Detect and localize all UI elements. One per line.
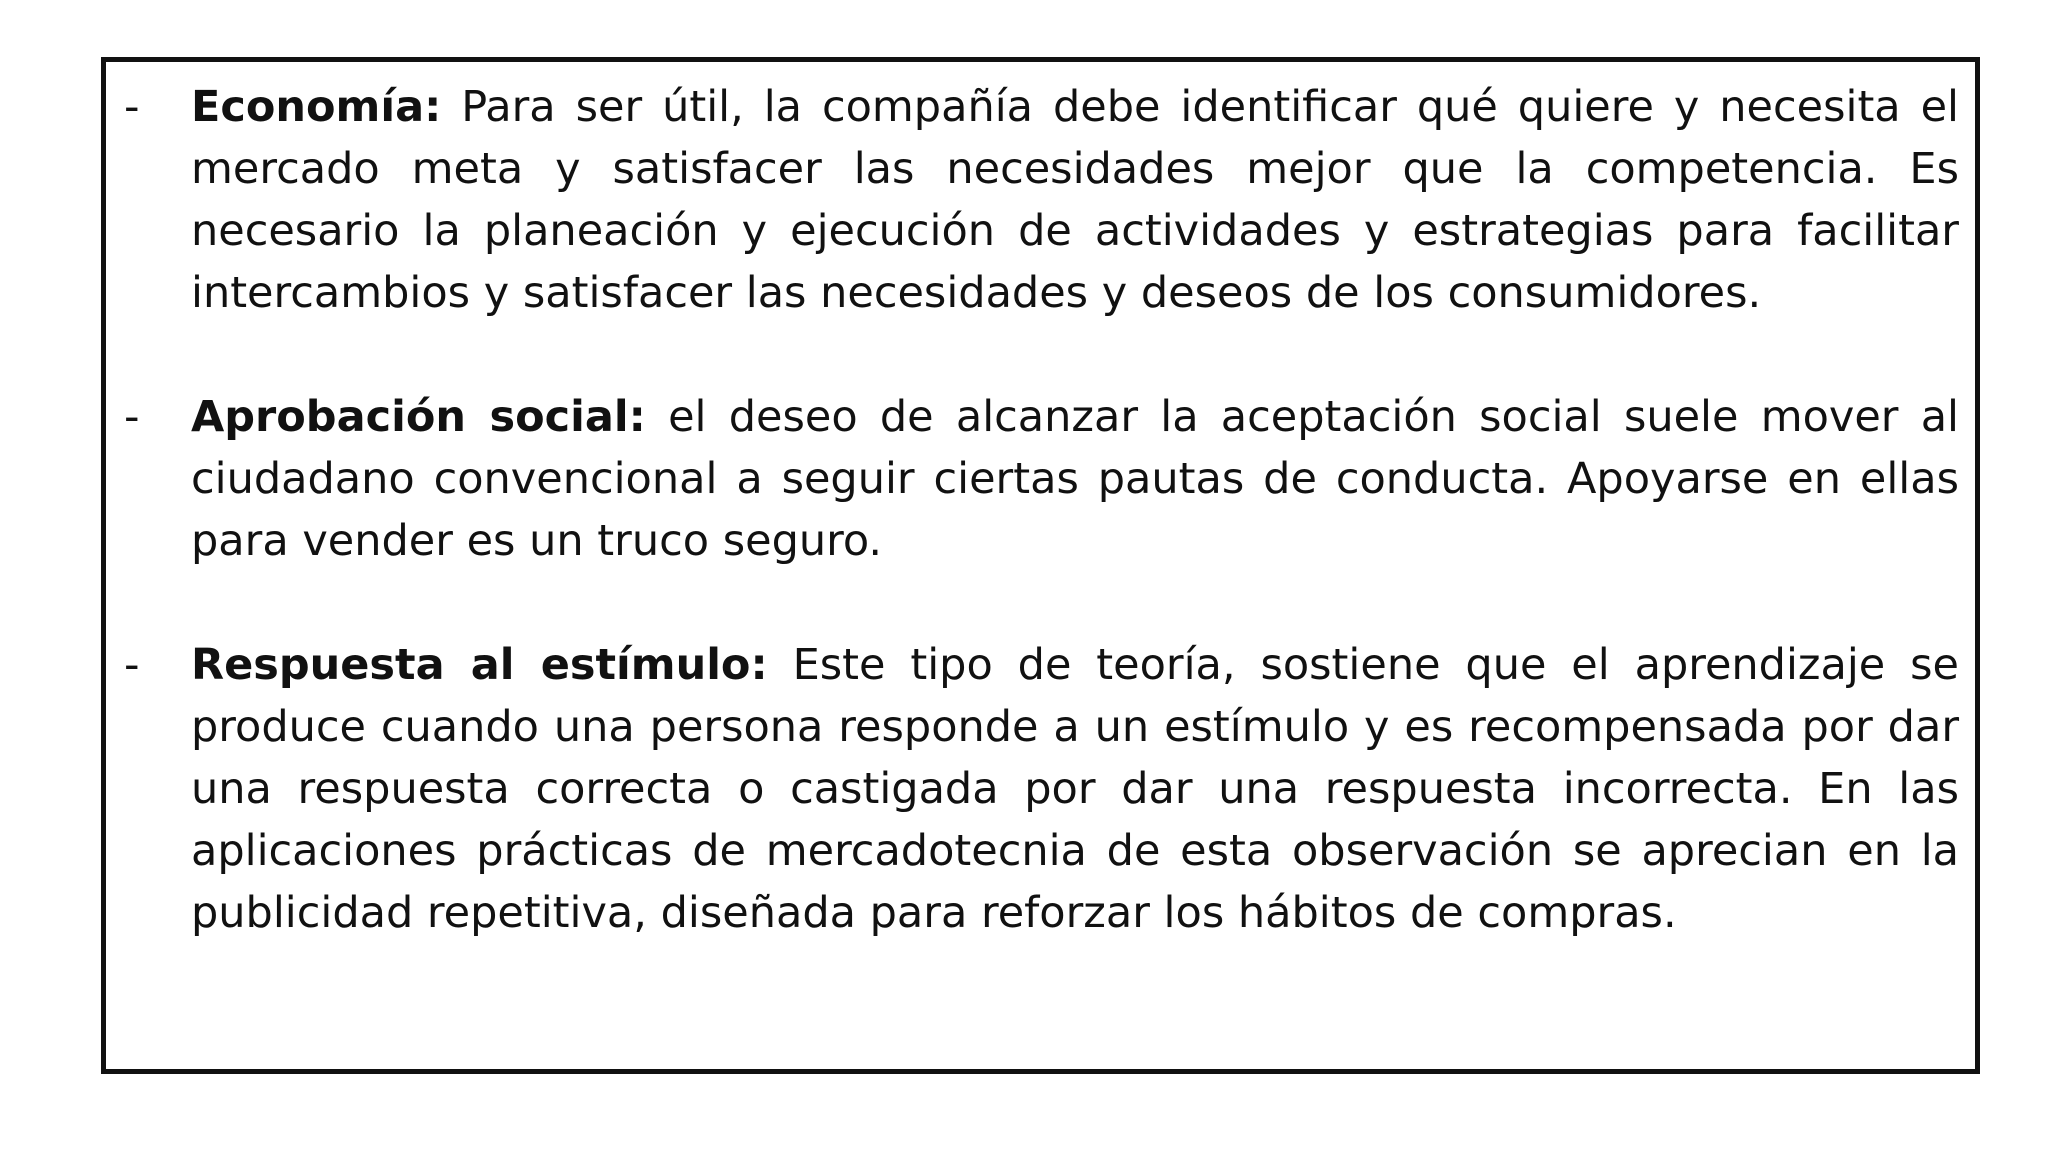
description-respuesta-estimulo: Este tipo de teoría, sostiene que el aprendizaje se produce cuando una persona responde a un estímulo y es recompensada por dar una respuesta correcta o castigada por dar una respuesta incorrecta. En las aplicaciones prácticas de mercadotecnia de esta observación se aprecian en la publicidad repetitiva, diseñada para reforzar los hábitos de compras. [191,640,1959,938]
dash-bullet: - [124,82,140,132]
dash-bullet: - [124,640,140,690]
term-aprobacion-social: Aprobación social: [191,392,646,442]
list-item-respuesta-estimulo [124,634,1959,944]
list-item-economia [124,76,1959,324]
description-economia: Para ser útil, la compañía debe identificar qué quiere y necesita el mercado meta y satisfacer las necesidades mejor que la competencia. Es necesario la planeación y ejecución de actividades y estrategias para facilitar intercambios y satisfacer las necesidades y deseos de los consumidores. [191,82,1959,318]
term-respuesta-estimulo: Respuesta al estímulo: [191,640,768,690]
term-economia: Economía: [191,82,442,132]
list-item-aprobacion-social [124,386,1959,572]
dash-bullet: - [124,392,140,442]
description-aprobacion-social: el deseo de alcanzar la aceptación social suele mover al ciudadano convencional a seguir ciertas pautas de conducta. Apoyarse en ellas para vender es un truco seguro. [191,392,1959,566]
bordered-text-box [101,57,1980,1074]
definition-list [124,76,1959,944]
